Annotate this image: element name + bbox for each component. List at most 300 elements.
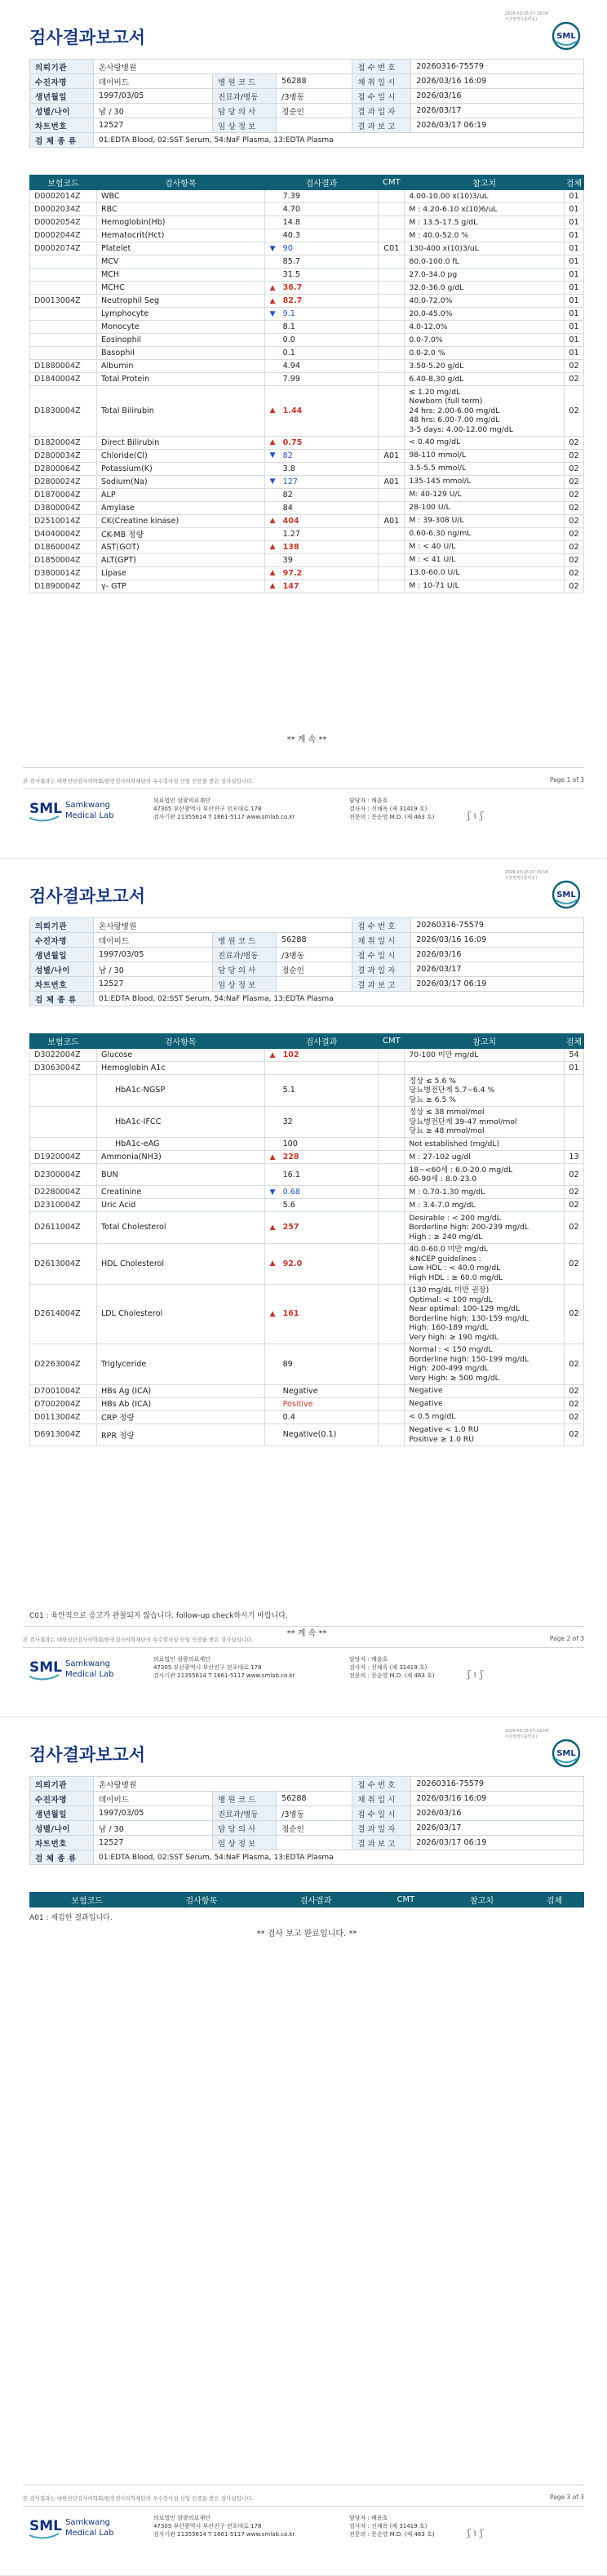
continued-text: ** 계 속 ** xyxy=(286,1629,327,1638)
table-row xyxy=(30,386,584,437)
signatories xyxy=(349,797,435,821)
svg-text:Samkwang: Samkwang xyxy=(65,2518,110,2527)
table-row xyxy=(30,360,584,373)
insurance-code xyxy=(30,269,97,282)
reference-range xyxy=(405,1423,565,1446)
test-name: MCHC xyxy=(96,282,264,295)
insurance-code: D3800014Z xyxy=(30,566,97,580)
table-row xyxy=(30,475,584,488)
specimen-code: 02 xyxy=(564,553,583,566)
reference-line: 0.0-2.0 % xyxy=(409,348,445,358)
value-specimen: 01:EDTA Blood, 02:SST Serum, 54:NaF Plasma, 13:EDTA Plasma xyxy=(94,133,584,148)
specimen-code: 02 xyxy=(564,580,583,593)
info-row xyxy=(30,918,584,933)
reference-line: M : < 41 U/L xyxy=(409,555,456,565)
reference-line: 70-100 미만 mg/dL xyxy=(409,1050,479,1059)
value-clinical xyxy=(277,1836,352,1850)
insurance-code: D1850004Z xyxy=(30,553,97,566)
label-reception-no: 접 수 번 호 xyxy=(352,918,411,933)
test-name: HbA1c-eAG xyxy=(96,1138,264,1151)
signatory-line: 검사자 : 신채옥 (제 31419 호) xyxy=(349,806,428,812)
insurance-code xyxy=(30,255,97,269)
reference-line: Low HDL : < 40.0 mg/dL xyxy=(409,1264,501,1272)
reference-line: Not established (mg/dL) xyxy=(409,1139,500,1148)
high-flag-icon: ▲ xyxy=(269,1153,276,1161)
footer-divider xyxy=(23,788,584,789)
reference-line: 48 hrs: 6.00-7.00 mg/dL xyxy=(409,415,500,424)
test-result-cell xyxy=(264,1164,379,1186)
info-row xyxy=(30,1777,584,1792)
label-collected: 채 취 일 시 xyxy=(352,1792,411,1806)
low-flag-icon: ▼ xyxy=(269,1188,276,1197)
table-row xyxy=(30,1062,584,1075)
table-row xyxy=(30,321,584,334)
test-name: Platelet xyxy=(96,242,264,255)
test-name: Ammonia(NH3) xyxy=(96,1151,264,1164)
test-name: Direct Bilirubin xyxy=(96,436,264,449)
insurance-code: D1920004Z xyxy=(30,1151,97,1164)
table-row xyxy=(30,269,584,282)
info-row xyxy=(30,933,584,948)
insurance-code xyxy=(30,347,97,360)
test-result-value: 100 xyxy=(282,1139,298,1148)
reference-range xyxy=(405,229,565,242)
label-birth: 생년월일 xyxy=(30,89,94,104)
reference-line: 정상 ≤ 5.6 % xyxy=(409,1076,456,1086)
reference-line: M : 10-71 U/L xyxy=(409,581,459,591)
test-name: Potassium(K) xyxy=(96,462,264,475)
table-row xyxy=(30,1151,584,1164)
label-sex-age: 성별/나이 xyxy=(30,962,94,977)
insurance-code: D4040004Z xyxy=(30,527,97,540)
column-header-name: 검사항목 xyxy=(144,1893,259,1908)
info-row xyxy=(30,1836,584,1850)
svg-text:Samkwang: Samkwang xyxy=(65,1659,110,1668)
samkwang-logo-icon xyxy=(28,2512,142,2542)
insurance-code: D0013004Z xyxy=(30,295,97,308)
column-header-cmt: CMT xyxy=(379,175,405,190)
label-clinical: 임 상 정 보 xyxy=(213,118,277,133)
test-result-value: 40.3 xyxy=(282,231,300,240)
org-addr: 47305 부산광역시 부산진구 전포대로 178 xyxy=(153,1664,262,1671)
insurance-code: D1870004Z xyxy=(30,488,97,501)
svg-text:Medical Lab: Medical Lab xyxy=(65,1670,114,1679)
test-result-cell xyxy=(264,1062,379,1075)
report-page-1 xyxy=(0,0,607,859)
report-title: 검사결과보고서 xyxy=(29,28,146,47)
test-result-value: 90 xyxy=(282,244,293,253)
label-sex-age: 성별/나이 xyxy=(30,104,94,118)
report-page-2 xyxy=(0,859,607,1717)
test-name: γ- GTP xyxy=(96,580,264,593)
insurance-code: D2800034Z xyxy=(30,449,97,462)
test-result-value: 31.5 xyxy=(282,270,300,279)
comment-code xyxy=(379,1106,405,1138)
test-result-value: 228 xyxy=(282,1153,299,1161)
test-name: HbA1c-IFCC xyxy=(96,1106,264,1138)
label-doctor: 담 당 의 사 xyxy=(213,104,277,118)
org-name: 의료법인 삼광의료재단 xyxy=(153,2515,210,2521)
low-flag-icon: ▼ xyxy=(269,477,276,486)
reference-range xyxy=(405,386,565,437)
insurance-code: D2263004Z xyxy=(30,1344,97,1384)
comment-code xyxy=(379,360,405,373)
reference-line: M : < 40 U/L xyxy=(409,542,456,552)
reference-line: Optimal: < 100 mg/dL xyxy=(409,1295,493,1304)
insurance-code: D3063004Z xyxy=(30,1062,97,1075)
test-name: ALT(GPT) xyxy=(96,553,264,566)
value-sex-age: 남 / 30 xyxy=(94,1821,213,1836)
column-header-cmt: CMT xyxy=(379,1034,405,1049)
insurance-code: D1840004Z xyxy=(30,373,97,386)
high-flag-icon: ▲ xyxy=(269,283,276,292)
comment-note: C01 : 육안적으로 응고가 관찰되지 않습니다. follow-up check하시기 바랍니다. xyxy=(29,1612,288,1620)
table-row xyxy=(30,373,584,386)
reference-line: 24 hrs: 2.00-6.00 mg/dL xyxy=(409,406,500,415)
test-result-value: 32 xyxy=(282,1117,293,1126)
high-flag-icon: ▲ xyxy=(269,1259,276,1268)
label-result-date: 결 과 일 자 xyxy=(352,962,411,977)
reference-range xyxy=(405,553,565,566)
low-flag-icon: ▼ xyxy=(269,451,276,460)
column-header-cmt: CMT xyxy=(373,1893,438,1908)
reference-range xyxy=(405,347,565,360)
label-patient: 수진자명 xyxy=(30,1792,94,1806)
test-result-value: 4.94 xyxy=(282,362,300,371)
high-flag-icon: ▲ xyxy=(269,543,276,551)
test-name: Chloride(Cl) xyxy=(96,449,264,462)
specimen-code: 02 xyxy=(564,1384,583,1397)
specimen-code: 02 xyxy=(564,1212,583,1244)
reference-range xyxy=(405,1075,565,1107)
signatory-line: 전문의 : 문순영 M.D. (제 463 호) xyxy=(349,1672,435,1679)
reference-range xyxy=(405,501,565,514)
label-hospital-code: 병 원 코 드 xyxy=(213,933,277,948)
signatory-line: 담당자 : 배윤호 xyxy=(349,2515,388,2521)
comment-code xyxy=(379,1186,405,1199)
high-flag-icon: ▲ xyxy=(269,1050,276,1059)
test-result-cell xyxy=(264,540,379,553)
reference-line: M: 40-129 U/L xyxy=(409,490,462,500)
reference-line: < 0.5 mg/dL xyxy=(409,1412,456,1422)
specimen-code: 02 xyxy=(564,360,583,373)
test-result-cell xyxy=(264,1243,379,1284)
comment-code xyxy=(379,1075,405,1107)
column-header-name: 검사항목 xyxy=(96,1034,264,1049)
test-result-value: 89 xyxy=(282,1359,293,1369)
specimen-code: 02 xyxy=(564,1410,583,1423)
info-row xyxy=(30,992,584,1006)
reference-line: ≤ 1.20 mg/dL xyxy=(409,387,461,397)
value-reported: 2026/03/17 06:19 xyxy=(411,118,584,133)
comment-code xyxy=(379,308,405,321)
value-patient: 데이비드 xyxy=(94,74,213,89)
reference-range xyxy=(405,1384,565,1397)
reference-line: 32.0-36.0 g/dL xyxy=(409,282,464,292)
reference-range xyxy=(405,216,565,229)
comment-code xyxy=(379,1344,405,1384)
test-name: Neutrophil Seg xyxy=(96,295,264,308)
print-note: 2026-03-16 07:19:04 사본발행 (출력용) xyxy=(504,1729,548,1739)
reference-line: 98-110 mmol/L xyxy=(409,451,467,460)
comment-code xyxy=(379,1243,405,1284)
specimen-code: 02 xyxy=(564,386,583,437)
svg-text:SML: SML xyxy=(556,32,576,41)
comment-code xyxy=(379,1410,405,1423)
reference-line: Negative xyxy=(409,1399,443,1409)
insurance-code: D2300004Z xyxy=(30,1164,97,1186)
specimen-code xyxy=(564,1106,583,1138)
label-department: 진료과/병동 xyxy=(213,89,277,104)
table-row xyxy=(30,282,584,295)
table-row xyxy=(30,527,584,540)
value-doctor: 정순인 xyxy=(277,962,352,977)
table-row xyxy=(30,229,584,242)
reference-range xyxy=(405,203,565,216)
test-result-value: 85.7 xyxy=(282,257,300,266)
reference-line: M : 39-308 U/L xyxy=(409,516,464,526)
comment-code xyxy=(379,1212,405,1244)
table-row xyxy=(30,1199,584,1212)
column-header-ref: 참고치 xyxy=(405,175,565,190)
value-hospital-code: 56288 xyxy=(277,74,352,89)
patient-info-table xyxy=(29,1776,584,1865)
comment-code xyxy=(379,566,405,580)
test-result-cell xyxy=(264,386,379,437)
signatories xyxy=(349,1655,435,1680)
comment-code: A01 xyxy=(379,514,405,527)
specimen-code: 02 xyxy=(564,1164,583,1186)
org-addr: 47305 부산광역시 부산진구 전포대로 178 xyxy=(153,2523,262,2529)
label-reported: 결 과 보 고 xyxy=(352,118,411,133)
specimen-code: 02 xyxy=(564,488,583,501)
results-table-page-3 xyxy=(29,1892,584,1908)
comment-code xyxy=(379,1138,405,1151)
insurance-code xyxy=(30,334,97,347)
test-result-value: 127 xyxy=(282,477,298,486)
footer-disclaimer: 본 검사결과는 대한진단검사의학회/한진검사의학재단의 우수검사실 신임 인증을 받은 검사실입니다. xyxy=(23,2495,254,2502)
test-result-cell xyxy=(264,527,379,540)
reference-range xyxy=(405,527,565,540)
value-patient: 데이비드 xyxy=(94,1792,213,1806)
reference-line: 40.0-72.0% xyxy=(409,295,453,305)
reference-range xyxy=(405,334,565,347)
specimen-code: 01 xyxy=(564,347,583,360)
test-result-cell xyxy=(264,553,379,566)
test-result-cell xyxy=(264,1151,379,1164)
table-row xyxy=(30,449,584,462)
test-result-cell xyxy=(264,321,379,334)
signature-mark: ʃ ɩ ʃ xyxy=(467,810,483,821)
lab-organization-info xyxy=(153,2514,295,2538)
table-row xyxy=(30,242,584,255)
test-result-cell xyxy=(264,308,379,321)
value-specimen: 01:EDTA Blood, 02:SST Serum, 54:NaF Plasma, 13:EDTA Plasma xyxy=(94,1850,584,1865)
label-patient: 수진자명 xyxy=(30,74,94,89)
test-result-cell xyxy=(264,566,379,580)
high-flag-icon: ▲ xyxy=(269,569,276,577)
reference-line: 6.40-8.30 g/dL xyxy=(409,374,464,384)
reference-line: Very High: ≥ 500 mg/dL xyxy=(409,1373,499,1383)
reference-range xyxy=(405,475,565,488)
specimen-code: 02 xyxy=(564,1284,583,1344)
value-result-date: 2026/03/17 xyxy=(411,1821,584,1836)
page-number: Page 2 of 3 xyxy=(549,1635,584,1642)
comment-note: A01 : 재검한 결과입니다. xyxy=(29,1914,113,1922)
label-department: 진료과/병동 xyxy=(213,1806,277,1821)
info-row xyxy=(30,118,584,133)
test-name: AST(GOT) xyxy=(96,540,264,553)
test-result-cell xyxy=(264,1397,379,1410)
reference-range xyxy=(405,1186,565,1199)
test-result-value: 1.27 xyxy=(282,529,300,539)
comment-code xyxy=(379,295,405,308)
insurance-code: D1830004Z xyxy=(30,386,97,437)
table-row xyxy=(30,1106,584,1138)
value-reception-no: 20260316-75579 xyxy=(411,1777,584,1792)
test-result-cell xyxy=(264,360,379,373)
table-row xyxy=(30,514,584,527)
comment-code xyxy=(379,373,405,386)
column-header-result: 검사결과 xyxy=(259,1893,373,1908)
table-row xyxy=(30,488,584,501)
insurance-code: D1880004Z xyxy=(30,360,97,373)
specimen-code: 02 xyxy=(564,1199,583,1212)
table-row xyxy=(30,1212,584,1244)
specimen-code: 01 xyxy=(564,269,583,282)
test-result-cell xyxy=(264,475,379,488)
reference-line: 4.0-12.0% xyxy=(409,322,448,331)
specimen-code: 01 xyxy=(564,321,583,334)
reference-line: M : 27-102 ug/dl xyxy=(409,1152,471,1161)
reference-line: 정상 ≤ 38 mmol/mol xyxy=(409,1108,485,1117)
insurance-code: D7002004Z xyxy=(30,1397,97,1410)
info-row xyxy=(30,1821,584,1836)
continued-text: ** 계 속 ** xyxy=(286,735,327,744)
test-result-value: 36.7 xyxy=(282,283,303,292)
label-reported: 결 과 보 고 xyxy=(352,1836,411,1850)
value-department: /3병동 xyxy=(277,89,352,104)
test-result-cell xyxy=(264,514,379,527)
reference-line: 28-100 U/L xyxy=(409,503,450,513)
value-received: 2026/03/16 xyxy=(411,89,584,104)
test-name: HbA1c-NGSP xyxy=(96,1075,264,1107)
test-name: Triglyceride xyxy=(96,1344,264,1384)
comment-code xyxy=(379,386,405,437)
comment-code xyxy=(379,1199,405,1212)
insurance-code: D2280004Z xyxy=(30,1186,97,1199)
page-number: Page 1 of 3 xyxy=(549,776,584,784)
reference-line: Borderline high: 200-239 mg/dL xyxy=(409,1223,529,1232)
reference-range xyxy=(405,373,565,386)
comment-code xyxy=(379,334,405,347)
signatory-line: 전문의 : 문순영 M.D. (제 463 호) xyxy=(349,814,435,820)
specimen-code: 02 xyxy=(564,1423,583,1446)
table-row xyxy=(30,1397,584,1410)
high-flag-icon: ▲ xyxy=(269,1223,276,1232)
test-result-cell xyxy=(264,295,379,308)
specimen-code: 01 xyxy=(564,334,583,347)
lab-organization-info xyxy=(153,1655,295,1680)
test-name: Uric Acid xyxy=(96,1199,264,1212)
test-result-cell xyxy=(264,203,379,216)
test-name: Sodium(Na) xyxy=(96,475,264,488)
test-name: Monocyte xyxy=(96,321,264,334)
table-row xyxy=(30,462,584,475)
value-reported: 2026/03/17 06:19 xyxy=(411,1836,584,1850)
value-birth: 1997/03/05 xyxy=(94,1806,213,1821)
insurance-code: D1860004Z xyxy=(30,540,97,553)
test-name: Hematocrit(Hct) xyxy=(96,229,264,242)
reference-range xyxy=(405,1164,565,1186)
specimen-code: 01 xyxy=(564,229,583,242)
reference-range xyxy=(405,436,565,449)
table-row xyxy=(30,540,584,553)
low-flag-icon: ▼ xyxy=(269,309,276,318)
table-row xyxy=(30,436,584,449)
label-received: 접 수 일 시 xyxy=(352,89,411,104)
test-result-value: 0.75 xyxy=(282,437,303,447)
value-institution: 온사랑병원 xyxy=(94,1777,352,1792)
comment-code xyxy=(379,1062,405,1075)
test-name: Albumin xyxy=(96,360,264,373)
test-result-value: 0.1 xyxy=(282,349,295,358)
column-header-chk: 검체 xyxy=(525,1893,584,1908)
test-name: Lipase xyxy=(96,566,264,580)
reference-line: 3.5-5.5 mmol/L xyxy=(409,464,467,473)
reference-line: 13.0-60.0 U/L xyxy=(409,568,460,578)
signatory-line: 전문의 : 문순영 M.D. (제 463 호) xyxy=(349,2531,435,2538)
print-note: 2026-03-16 07:19:04 사본발행 (출력용) xyxy=(504,870,548,881)
reference-range xyxy=(405,1243,565,1284)
comment-code xyxy=(379,1049,405,1062)
test-result-value: 5.1 xyxy=(282,1086,295,1095)
test-name: Hemoglobin(Hb) xyxy=(96,216,264,229)
reference-range xyxy=(405,1212,565,1244)
specimen-code: 02 xyxy=(564,527,583,540)
footer-divider xyxy=(23,2506,584,2507)
signature-mark: ʃ ɩ ʃ xyxy=(467,2527,483,2538)
label-specimen: 검 체 종 류 xyxy=(30,992,94,1006)
label-birth: 생년월일 xyxy=(30,1806,94,1821)
test-result-value: 4.70 xyxy=(282,205,300,214)
table-row xyxy=(30,347,584,360)
reference-line: Desirable : < 200 mg/dL xyxy=(409,1213,501,1223)
info-row xyxy=(30,133,584,148)
test-result-cell xyxy=(264,347,379,360)
test-result-value: 97.2 xyxy=(282,568,303,578)
test-result-value: 8.1 xyxy=(282,322,295,331)
test-result-cell xyxy=(264,255,379,269)
samkwang-logo-icon xyxy=(28,1654,142,1683)
reference-line: M : 3.4-7.0 mg/dL xyxy=(409,1200,476,1210)
test-result-value: Positive xyxy=(282,1399,313,1409)
label-result-date: 결 과 일 자 xyxy=(352,104,411,118)
specimen-code: 02 xyxy=(564,1397,583,1410)
test-name: Hemoglobin A1c xyxy=(96,1062,264,1075)
value-chart: 12527 xyxy=(94,118,213,133)
test-result-value: Negative(0.1) xyxy=(282,1430,337,1439)
test-result-value: 0.4 xyxy=(282,1412,295,1422)
sml-logo-icon xyxy=(552,1739,581,1768)
patient-info-table xyxy=(29,59,584,148)
specimen-code: 01 xyxy=(564,203,583,216)
insurance-code xyxy=(30,282,97,295)
patient-info-table xyxy=(29,917,584,1006)
reference-line: 당뇨병전단계 5.7~6.4 % xyxy=(409,1086,495,1095)
value-birth: 1997/03/05 xyxy=(94,89,213,104)
signatory-line: 담당자 : 배윤호 xyxy=(349,1656,388,1663)
